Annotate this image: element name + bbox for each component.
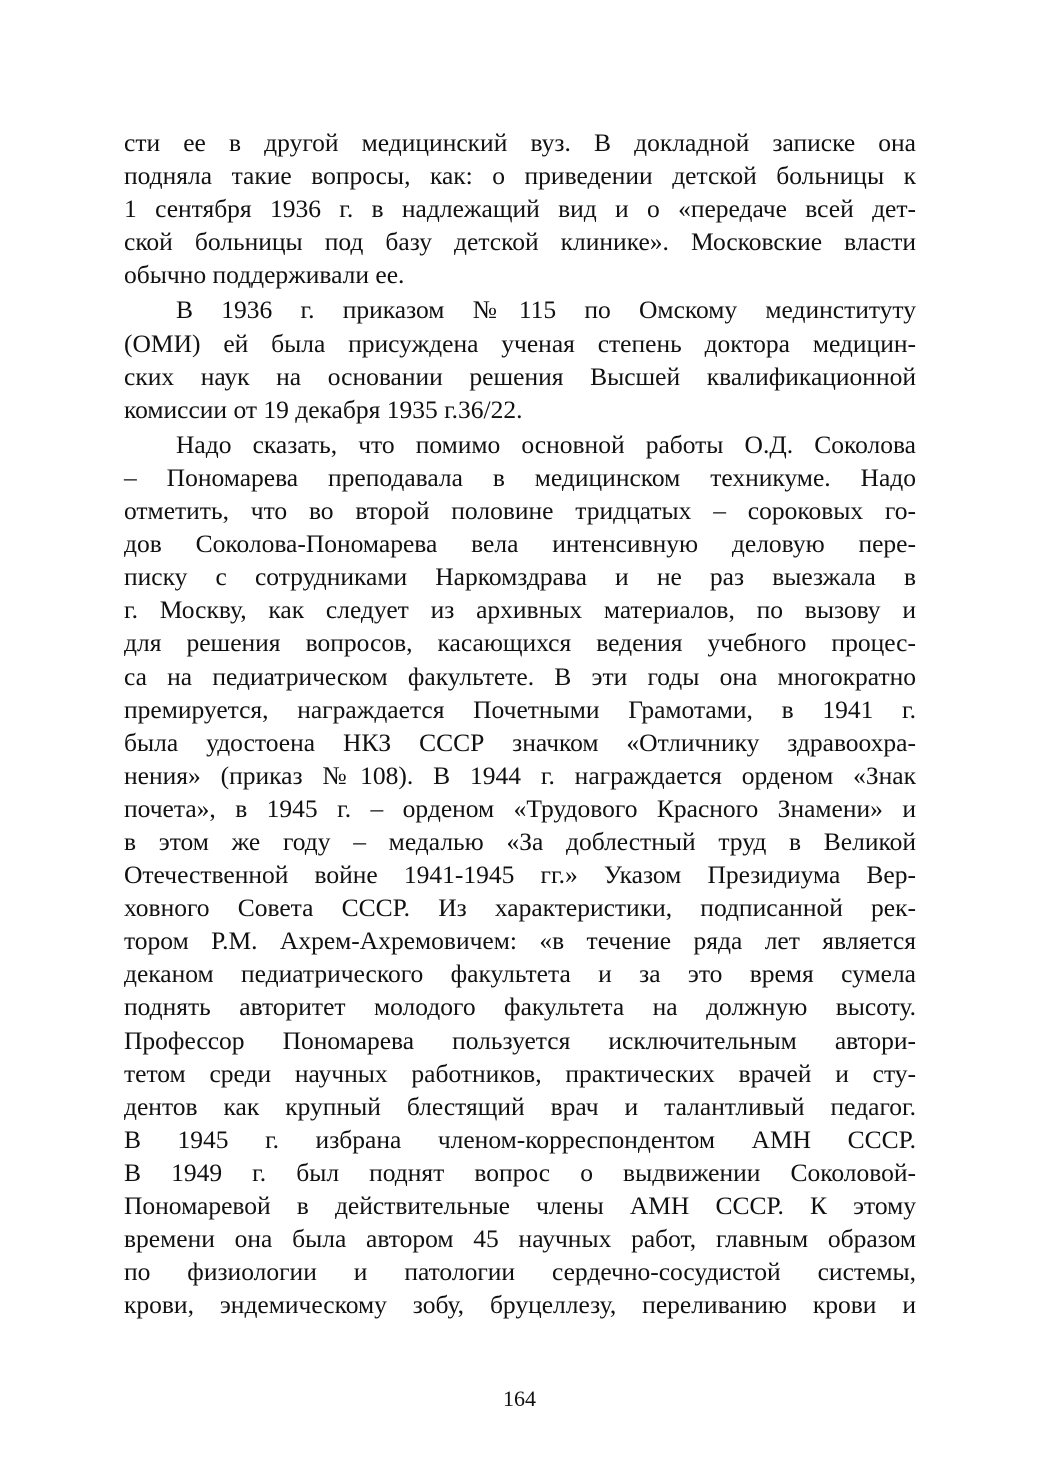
text-line: 1 сентября 1936 г. в надлежащий вид и о «передаче всей дет-	[124, 194, 916, 224]
text-line: дов Соколова-Пономарева вела интенсивную деловую пере-	[124, 529, 916, 559]
paragraph-2	[124, 293, 916, 425]
page-body	[124, 126, 916, 1321]
text-line: – Пономарева преподавала в медицинском техникуме. Надо	[124, 462, 916, 492]
text-line: писку с сотрудниками Наркомздрава и не раз выезжала в	[124, 562, 916, 592]
text-line: сти ее в другой медицинский вуз. В докладной записке она	[124, 128, 916, 157]
paragraph-1	[124, 126, 916, 291]
text-line: обычно поддерживали ее.	[124, 260, 405, 290]
text-line: г. Москву, как следует из архивных материалов, по вызову и	[124, 595, 916, 625]
text-line: для решения вопросов, касающихся ведения учебного процес-	[124, 628, 916, 658]
text-line: почета», в 1945 г. – орденом «Трудового Красного Знамени» и	[124, 793, 916, 823]
text-line: по физиологии и патологии сердечно-сосудистой системы,	[124, 1257, 916, 1287]
text-line: В 1945 г. избрана членом-корреспондентом АМН СССР.	[124, 1124, 916, 1154]
text-line: в этом же году – медалью «За доблестный труд в Великой	[124, 826, 916, 856]
text-line: Надо сказать, что помимо основной работы О.Д. Соколова	[176, 429, 916, 459]
text-line: комиссии от 19 декабря 1935 г.36/22.	[124, 394, 523, 424]
text-line: поднять авторитет молодого факультета на должную высоту.	[124, 992, 916, 1022]
text-line: (ОМИ) ей была присуждена ученая степень доктора медицин-	[124, 328, 916, 358]
text-line: дентов как крупный блестящий врач и талантливый педагог.	[124, 1091, 916, 1121]
text-line: премируется, награждается Почетными Грамотами, в 1941 г.	[124, 694, 916, 724]
text-line: тетом среди научных работников, практических врачей и сту-	[124, 1058, 916, 1088]
text-line: В 1936 г. приказом №115 по Омскому мединституту	[176, 295, 916, 325]
text-line: Пономаревой в действительные члены АМН СССР. К этому	[124, 1191, 916, 1220]
text-line: деканом педиатрического факультета и за это время сумела	[124, 959, 916, 989]
text-line: са на педиатрическом факультете. В эти годы она многократно	[124, 661, 916, 691]
paragraph-3	[124, 428, 916, 1322]
text-line: нения» (приказ №108). В 1944 г. награждается орденом «Знак	[124, 760, 916, 790]
text-line: отметить, что во второй половине тридцатых – сороковых го-	[124, 496, 916, 526]
text-line: ских наук на основании решения Высшей квалификационной	[124, 361, 916, 391]
text-line: В 1949 г. был поднят вопрос о выдвижении Соколовой-	[124, 1157, 916, 1187]
text-line: крови, эндемическому зобу, бруцеллезу, переливанию крови и	[124, 1290, 916, 1320]
text-line: времени она была автором 45 научных работ, главным образом	[124, 1224, 916, 1254]
text-line: подняла такие вопросы, как: о приведении детской больницы к	[124, 161, 916, 191]
text-line: была удостоена НКЗ СССР значком «Отличнику здравоохра-	[124, 727, 916, 757]
text-line: ской больницы под базу детской клинике». Московские власти	[124, 227, 916, 257]
text-line: тором Р.М. Ахрем-Ахремовичем: «в течение ряда лет является	[124, 926, 916, 956]
text-line: Отечественной войне 1941-1945 гг.» Указом Президиума Вер-	[124, 860, 916, 890]
text-line: ховного Совета СССР. Из характеристики, подписанной рек-	[124, 893, 916, 923]
page-number: 164	[503, 1386, 536, 1411]
text-line: Профессор Пономарева пользуется исключительным автори-	[124, 1025, 916, 1055]
